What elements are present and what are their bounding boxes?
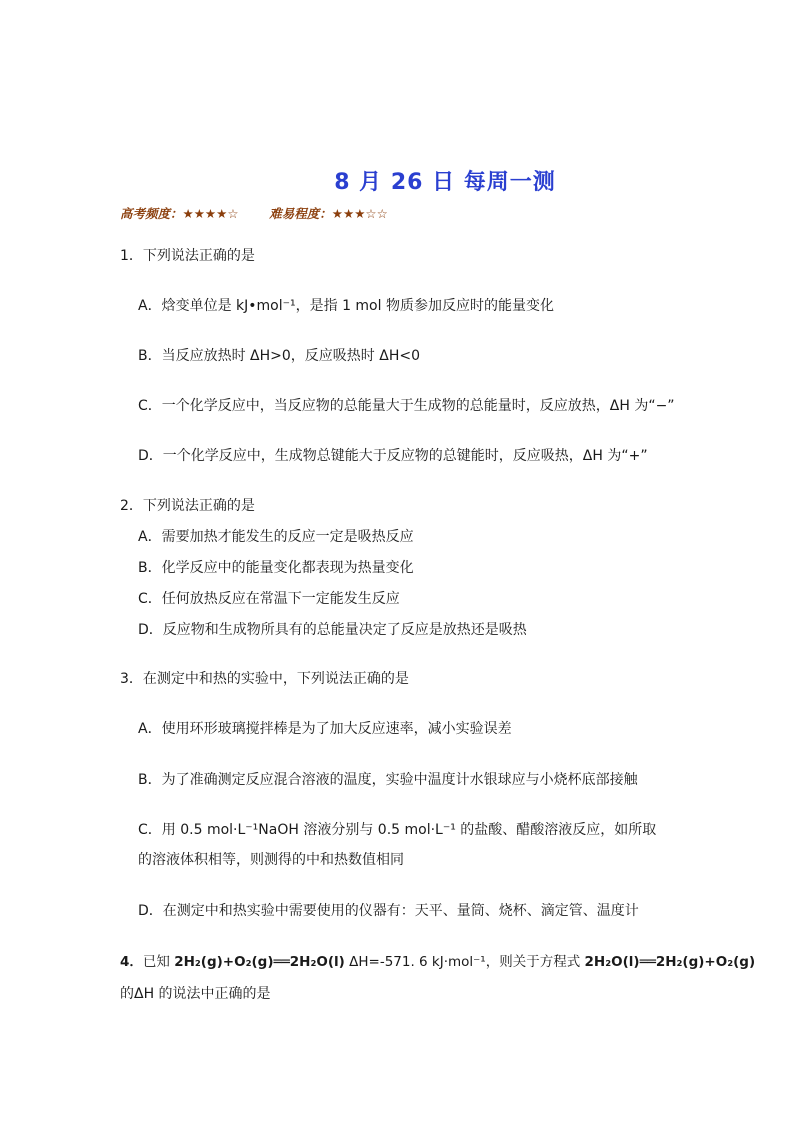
question-2-option-b: B．化学反应中的能量变化都表现为热量变化 xyxy=(138,560,414,576)
question-1-option-b: B．当反应放热时 ΔH>0，反应吸热时 ΔH<0 xyxy=(138,348,420,364)
equation-1: 2H₂(g)+O₂(g)══2H₂O(l) xyxy=(174,954,345,970)
question-1-option-c: C．一个化学反应中，当反应物的总能量大于生成物的总能量时，反应放热，ΔH 为“−” xyxy=(138,398,675,414)
question-1-stem xyxy=(120,246,255,266)
question-1-option-a: A．焓变单位是 kJ•mol⁻¹，是指 1 mol 物质参加反应时的能量变化 xyxy=(138,298,554,314)
question-2-number: 2． xyxy=(120,498,143,514)
frequency-label: 高考频度： xyxy=(120,206,183,221)
question-4-prefix: 已知 xyxy=(142,954,170,970)
question-2-text: 下列说法正确的是 xyxy=(142,498,255,514)
question-3-text: 在测定中和热的实验中，下列说法正确的是 xyxy=(142,671,409,687)
question-4-number: 4． xyxy=(120,954,143,970)
question-3-number: 3． xyxy=(120,671,143,687)
difficulty-label: 难易程度： xyxy=(269,206,332,221)
question-2-option-c: C．任何放热反应在常温下一定能发生反应 xyxy=(138,591,400,607)
question-4-line2: 的ΔH 的说法中正确的是 xyxy=(120,986,271,1002)
question-1-option-d: D．一个化学反应中，生成物总键能大于反应物的总键能时，反应吸热，ΔH 为“+” xyxy=(138,448,648,464)
question-1-text: 下列说法正确的是 xyxy=(142,248,255,264)
question-3-option-c: C．用 0.5 mol·L⁻¹NaOH 溶液分别与 0.5 mol·L⁻¹ 的盐酸、醋酸溶液反应，如所取的溶液体积相等，则测得的中和热数值相同 xyxy=(138,822,657,868)
page-title: 8 月 26 日 每周一测 xyxy=(334,170,556,195)
question-3-option-b: B．为了准确测定反应混合溶液的温度，实验中温度计水银球应与小烧杯底部接触 xyxy=(138,772,638,788)
difficulty-stars: ★★★☆☆ xyxy=(331,206,388,221)
enthalpy-value: ΔH=-571. 6 kJ·mol⁻¹ xyxy=(349,954,486,970)
equation-2: 2H₂O(l)══2H₂(g)+O₂(g) xyxy=(584,954,756,970)
difficulty-meta xyxy=(120,204,388,222)
question-3-stem xyxy=(120,669,409,689)
frequency-stars: ★★★★☆ xyxy=(182,206,239,221)
question-3-option-a: A．使用环形玻璃搅拌棒是为了加大反应速率，减小实验误差 xyxy=(138,721,512,737)
question-2-option-a: A．需要加热才能发生的反应一定是吸热反应 xyxy=(138,529,414,545)
question-2-option-d: D．反应物和生成物所具有的总能量决定了反应是放热还是吸热 xyxy=(138,622,527,638)
question-3-option-d: D．在测定中和热实验中需要使用的仪器有：天平、量筒、烧杯、滴定管、温度计 xyxy=(138,903,639,919)
question-4-mid: ，则关于方程式 xyxy=(485,954,581,970)
question-1-number: 1． xyxy=(120,248,143,264)
question-4-stem xyxy=(120,952,755,972)
question-2-stem xyxy=(120,496,255,516)
